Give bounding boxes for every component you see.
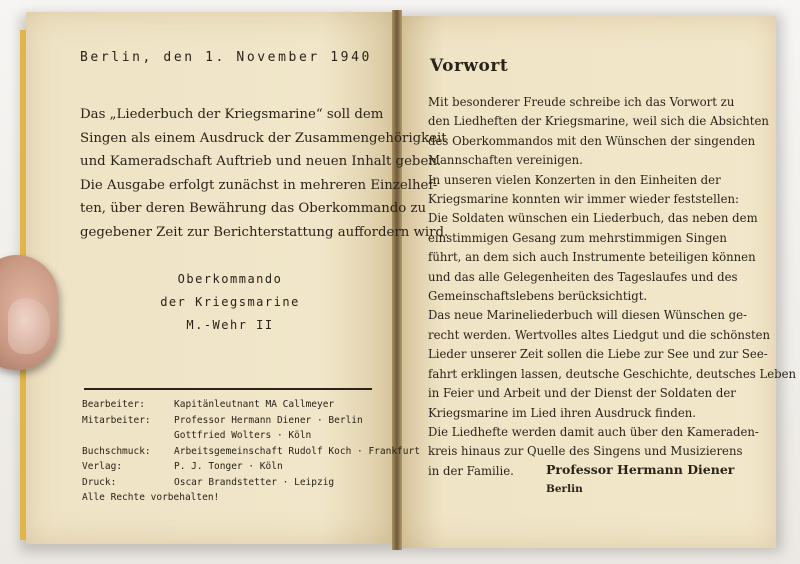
- foreword-line: einstimmigen Gesang zum mehrstimmigen Singen: [428, 230, 727, 245]
- credit-row: [82, 397, 420, 413]
- credit-label: Bearbeiter:: [82, 399, 145, 410]
- foreword-line: Lieder unserer Zeit sollen die Liebe zur See und zur See-: [428, 347, 768, 362]
- credit-row: [82, 444, 420, 460]
- foreword-body: [428, 93, 796, 481]
- author-city: Berlin: [546, 483, 583, 495]
- foreword-line: Gemeinschaftslebens berücksichtigt.: [428, 289, 648, 304]
- foreword-line: fahrt erklingen lassen, deutsche Geschichte, deutsches Leben: [428, 366, 797, 381]
- credit-row: [82, 428, 420, 444]
- credit-value: Arbeitsgemeinschaft Rudolf Koch · Frankfurt: [174, 445, 420, 457]
- foreword-line: Das neue Marineliederbuch will diesen Wünschen ge-: [428, 308, 747, 323]
- foreword-line: Mit besonderer Freude schreibe ich das Vorwort zu: [428, 95, 735, 109]
- credit-row: [82, 490, 420, 506]
- foreword-line: führt, an dem sich auch Instrumente beteiligen können: [428, 250, 756, 265]
- foreword-line: Die Liedhefte werden damit auch über den Kameraden-: [428, 424, 759, 439]
- intro-line: Das „Liederbuch der Kriegsmarine“ soll dem: [80, 107, 384, 122]
- foreword-line: in Feier und Arbeit und der Dienst der Soldaten der: [428, 386, 736, 401]
- credit-label: Druck:: [82, 476, 117, 488]
- credit-label: Mitarbeiter:: [82, 414, 151, 426]
- intro-line: und Kameradschaft Auftrieb und neuen Inhalt geben.: [80, 154, 442, 169]
- foreword-line: den Liedheften der Kriegsmarine, weil sich die Absichten: [428, 114, 769, 129]
- credit-value: P. J. Tonger · Köln: [174, 461, 283, 472]
- foreword-line: in der Familie.: [428, 463, 514, 478]
- credit-row: [82, 459, 420, 475]
- foreword-line: und das alle Gelegenheiten des Tageslaufes und des: [428, 269, 738, 284]
- signature-line: M.-Wehr II: [186, 318, 274, 332]
- thumbnail: [8, 298, 50, 354]
- credit-value: Oscar Brandstetter · Leipzig: [174, 476, 335, 488]
- foreword-line: Kriegsmarine konnten wir immer wieder feststellen:: [428, 192, 739, 207]
- credit-value: Professor Hermann Diener · Berlin: [174, 414, 363, 426]
- foreword-line: Kriegsmarine im Lied ihren Ausdruck finden.: [428, 405, 697, 420]
- intro-line: ten, über deren Bewährung das Oberkommando zu: [80, 201, 427, 216]
- signature-line: der Kriegsmarine: [160, 295, 300, 309]
- intro-line: Singen als einem Ausdruck der Zusammengehörigkeit: [80, 130, 447, 146]
- intro-line: Die Ausgabe erfolgt zunächst in mehreren Einzelhef-: [80, 177, 438, 193]
- credits-list: [82, 397, 420, 506]
- foreword-heading: Vorwort: [430, 56, 509, 76]
- credit-value: Kapitänleutnant MA Callmeyer: [174, 399, 335, 410]
- intro-paragraph: [80, 103, 448, 244]
- signature-block: [110, 268, 350, 337]
- foreword-line: Mannschaften vereinigen.: [428, 153, 583, 168]
- foreword-line: recht werden. Wertvolles altes Liedgut und die schönsten: [428, 327, 771, 342]
- foreword-line: Die Soldaten wünschen ein Liederbuch, das neben dem: [428, 211, 758, 226]
- intro-line: gegebener Zeit zur Berichterstattung auffordern wird.: [80, 224, 449, 240]
- foreword-line: kreis hinaus zur Quelle des Singens und Musizierens: [428, 444, 743, 459]
- credit-label: Verlag:: [82, 461, 123, 472]
- signature-line: Oberkommando: [177, 272, 283, 286]
- credit-row: [82, 413, 420, 429]
- divider-rule: [84, 388, 372, 390]
- rights-notice: Alle Rechte vorbehalten!: [82, 492, 220, 503]
- foreword-line: des Oberkommandos mit den Wünschen der singenden: [428, 133, 756, 148]
- credit-label: Buchschmuck:: [82, 445, 151, 457]
- date-line: Berlin, den 1. November 1940: [80, 50, 372, 65]
- credit-value: Gottfried Wolters · Köln: [174, 430, 312, 441]
- credit-row: [82, 475, 420, 491]
- credit-label: [82, 428, 174, 444]
- author-name: Professor Hermann Diener: [546, 462, 735, 477]
- foreword-line: In unseren vielen Konzerten in den Einheiten der: [428, 172, 721, 187]
